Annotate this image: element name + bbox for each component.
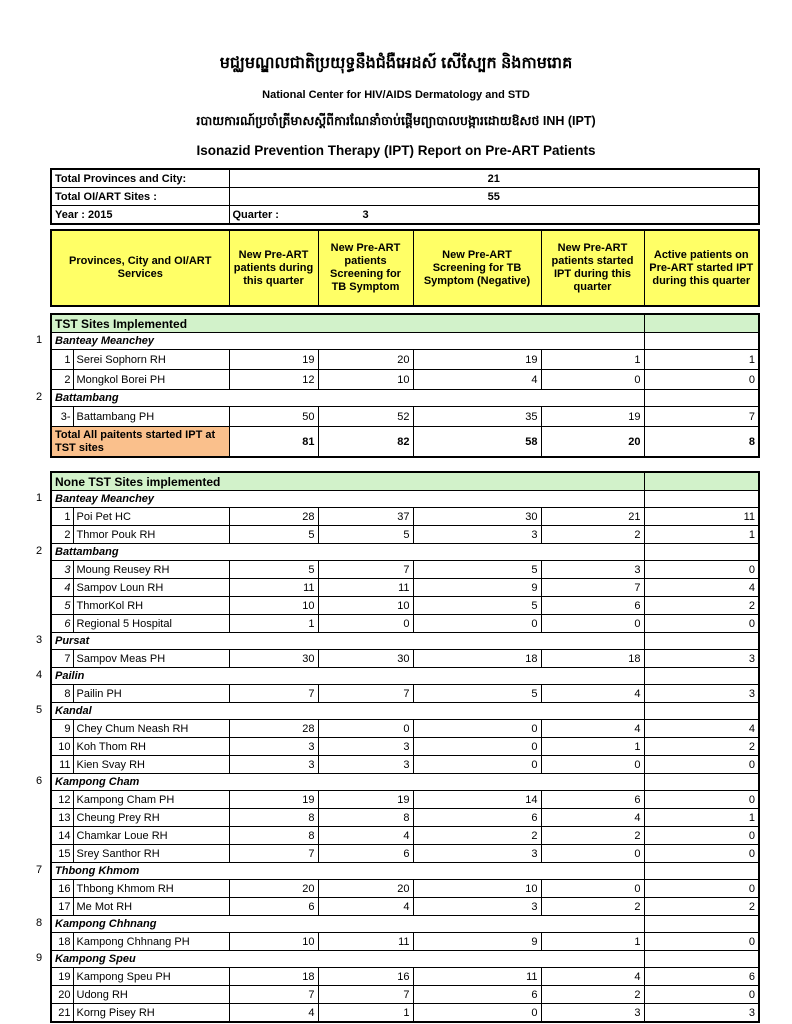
value-cell: 11 xyxy=(229,579,318,597)
site-row xyxy=(51,615,759,633)
total-value-cell: 58 xyxy=(413,427,541,458)
site-name: Udong RH xyxy=(73,986,229,1004)
value-cell: 3 xyxy=(413,898,541,916)
value-cell: 5 xyxy=(229,561,318,579)
value-cell: 4 xyxy=(229,1004,318,1023)
org-name-english: National Center for HIV/AIDS Dermatology and STD xyxy=(262,89,530,101)
province-margin-number: 7 xyxy=(35,863,43,876)
value-cell: 1 xyxy=(644,350,759,370)
province-row xyxy=(51,333,759,350)
quarter-value: 3 xyxy=(318,206,413,225)
section-table xyxy=(50,471,760,1023)
province-row-spacer xyxy=(644,633,759,650)
site-row xyxy=(51,986,759,1004)
value-cell: 11 xyxy=(413,968,541,986)
value-cell: 12 xyxy=(229,370,318,390)
site-number: 7 xyxy=(51,650,73,668)
value-cell: 11 xyxy=(318,579,413,597)
value-cell: 0 xyxy=(541,880,644,898)
value-cell: 0 xyxy=(644,561,759,579)
value-cell: 0 xyxy=(413,720,541,738)
value-cell: 2 xyxy=(541,898,644,916)
site-number: 21 xyxy=(51,1004,73,1023)
value-cell: 0 xyxy=(644,986,759,1004)
site-number: 1 xyxy=(51,508,73,526)
value-cell: 10 xyxy=(413,880,541,898)
value-cell: 6 xyxy=(541,791,644,809)
section-header-row xyxy=(51,472,759,491)
summary-info-table xyxy=(50,168,760,225)
site-name: Pailin PH xyxy=(73,685,229,703)
section-title-spacer xyxy=(644,472,759,491)
site-name: Serei Sophorn RH xyxy=(73,350,229,370)
site-name: Srey Santhor RH xyxy=(73,845,229,863)
total-sites-value: 55 xyxy=(229,188,759,206)
value-cell: 0 xyxy=(644,756,759,774)
site-number: 11 xyxy=(51,756,73,774)
section-table xyxy=(50,313,760,458)
value-cell: 4 xyxy=(318,827,413,845)
value-cell: 28 xyxy=(229,508,318,526)
report-body xyxy=(35,168,758,1023)
value-cell: 7 xyxy=(229,845,318,863)
site-name: Mongkol Borei PH xyxy=(73,370,229,390)
site-row xyxy=(51,756,759,774)
value-cell: 3 xyxy=(413,845,541,863)
total-provinces-label: Total Provinces and City: xyxy=(51,169,229,188)
value-cell: 7 xyxy=(229,986,318,1004)
value-cell: 1 xyxy=(644,526,759,544)
value-cell: 1 xyxy=(318,1004,413,1023)
col-header-screening: New Pre-ART patients Screening for TB Symptom xyxy=(318,230,413,306)
value-cell: 5 xyxy=(229,526,318,544)
province-name: Pursat xyxy=(51,633,644,650)
value-cell: 8 xyxy=(229,809,318,827)
province-name: Banteay Meanchey xyxy=(51,491,644,508)
province-margin-number: 4 xyxy=(35,668,43,681)
section-title: TST Sites Implemented xyxy=(51,314,644,333)
value-cell: 7 xyxy=(229,685,318,703)
value-cell: 0 xyxy=(541,615,644,633)
value-cell: 6 xyxy=(644,968,759,986)
value-cell: 19 xyxy=(229,350,318,370)
value-cell: 37 xyxy=(318,508,413,526)
value-cell: 50 xyxy=(229,407,318,427)
value-cell: 0 xyxy=(644,827,759,845)
province-row-spacer xyxy=(644,544,759,561)
value-cell: 0 xyxy=(644,880,759,898)
site-row xyxy=(51,933,759,951)
site-name: Koh Thom RH xyxy=(73,738,229,756)
site-number: 20 xyxy=(51,986,73,1004)
site-number: 12 xyxy=(51,791,73,809)
value-cell: 52 xyxy=(318,407,413,427)
value-cell: 10 xyxy=(318,370,413,390)
site-row xyxy=(51,685,759,703)
value-cell: 18 xyxy=(413,650,541,668)
province-row xyxy=(51,703,759,720)
value-cell: 7 xyxy=(644,407,759,427)
value-cell: 14 xyxy=(413,791,541,809)
value-cell: 0 xyxy=(413,756,541,774)
site-row xyxy=(51,526,759,544)
value-cell: 6 xyxy=(318,845,413,863)
site-number: 4 xyxy=(51,579,73,597)
province-row-spacer xyxy=(644,390,759,407)
value-cell: 0 xyxy=(413,615,541,633)
value-cell: 1 xyxy=(541,933,644,951)
column-header-row xyxy=(51,230,759,306)
report-header xyxy=(0,0,792,158)
value-cell: 9 xyxy=(413,933,541,951)
value-cell: 5 xyxy=(413,597,541,615)
site-number: 18 xyxy=(51,933,73,951)
site-name: Me Mot RH xyxy=(73,898,229,916)
value-cell: 1 xyxy=(541,738,644,756)
province-row xyxy=(51,668,759,685)
site-number: 13 xyxy=(51,809,73,827)
province-name: Kampong Speu xyxy=(51,951,644,968)
col-header-screen-negative: New Pre-ART Screening for TB Symptom (Negative) xyxy=(413,230,541,306)
province-row xyxy=(51,863,759,880)
province-name: Kandal xyxy=(51,703,644,720)
site-name: Kien Svay RH xyxy=(73,756,229,774)
site-row xyxy=(51,720,759,738)
site-number: 17 xyxy=(51,898,73,916)
value-cell: 8 xyxy=(229,827,318,845)
province-row-spacer xyxy=(644,491,759,508)
value-cell: 3 xyxy=(229,738,318,756)
site-number: 19 xyxy=(51,968,73,986)
value-cell: 4 xyxy=(644,579,759,597)
value-cell: 5 xyxy=(413,685,541,703)
value-cell: 8 xyxy=(318,809,413,827)
site-name: Chey Chum Neash RH xyxy=(73,720,229,738)
value-cell: 2 xyxy=(541,827,644,845)
year-quarter-row xyxy=(51,206,759,225)
province-row-spacer xyxy=(644,916,759,933)
report-title-khmer: របាយការណ៍ប្រចាំត្រីមាសស្តីពីការណែនាំចាប់ផ្តើមព្យាបាលបង្ការដោយឱសថ INH (IPT) xyxy=(196,114,596,128)
site-name: Sampov Loun RH xyxy=(73,579,229,597)
value-cell: 7 xyxy=(318,986,413,1004)
value-cell: 0 xyxy=(644,370,759,390)
site-name: Chamkar Loue RH xyxy=(73,827,229,845)
site-number: 15 xyxy=(51,845,73,863)
section-header-row xyxy=(51,314,759,333)
col-header-started-ipt: New Pre-ART patients started IPT during this quarter xyxy=(541,230,644,306)
value-cell: 10 xyxy=(229,933,318,951)
total-value-cell: 8 xyxy=(644,427,759,458)
value-cell: 0 xyxy=(413,1004,541,1023)
total-provinces-value: 21 xyxy=(229,169,759,188)
site-row xyxy=(51,350,759,370)
site-number: 2 xyxy=(51,370,73,390)
value-cell: 30 xyxy=(229,650,318,668)
value-cell: 2 xyxy=(413,827,541,845)
province-row-spacer xyxy=(644,951,759,968)
value-cell: 3 xyxy=(644,685,759,703)
province-row-spacer xyxy=(644,774,759,791)
province-row xyxy=(51,491,759,508)
province-row-spacer xyxy=(644,703,759,720)
value-cell: 21 xyxy=(541,508,644,526)
site-name: Thmor Pouk RH xyxy=(73,526,229,544)
site-number: 8 xyxy=(51,685,73,703)
site-row xyxy=(51,407,759,427)
value-cell: 0 xyxy=(644,615,759,633)
site-number: 14 xyxy=(51,827,73,845)
value-cell: 0 xyxy=(644,791,759,809)
province-name: Battambang xyxy=(51,544,644,561)
province-margin-number: 2 xyxy=(35,390,43,403)
site-row xyxy=(51,791,759,809)
value-cell: 3 xyxy=(318,756,413,774)
value-cell: 18 xyxy=(541,650,644,668)
province-margin-number: 1 xyxy=(35,491,43,504)
province-name: Banteay Meanchey xyxy=(51,333,644,350)
province-name: Battambang xyxy=(51,390,644,407)
province-margin-number: 5 xyxy=(35,703,43,716)
value-cell: 4 xyxy=(413,370,541,390)
section-title: None TST Sites implemented xyxy=(51,472,644,491)
year-label: Year : 2015 xyxy=(51,206,229,225)
value-cell: 6 xyxy=(413,986,541,1004)
site-row xyxy=(51,650,759,668)
site-name: Korng Pisey RH xyxy=(73,1004,229,1023)
site-name: Poi Pet HC xyxy=(73,508,229,526)
value-cell: 5 xyxy=(413,561,541,579)
site-number: 9 xyxy=(51,720,73,738)
site-row xyxy=(51,827,759,845)
empty-cell xyxy=(413,206,759,225)
site-name: Kampong Chhnang PH xyxy=(73,933,229,951)
value-cell: 3 xyxy=(541,1004,644,1023)
value-cell: 0 xyxy=(318,615,413,633)
value-cell: 9 xyxy=(413,579,541,597)
value-cell: 20 xyxy=(318,350,413,370)
value-cell: 19 xyxy=(541,407,644,427)
value-cell: 30 xyxy=(413,508,541,526)
province-margin-number: 6 xyxy=(35,774,43,787)
province-row-spacer xyxy=(644,333,759,350)
value-cell: 19 xyxy=(318,791,413,809)
value-cell: 0 xyxy=(541,845,644,863)
total-sites-label: Total OI/ART Sites : xyxy=(51,188,229,206)
value-cell: 6 xyxy=(229,898,318,916)
value-cell: 2 xyxy=(644,597,759,615)
site-row xyxy=(51,508,759,526)
total-sites-row xyxy=(51,188,759,206)
total-value-cell: 82 xyxy=(318,427,413,458)
site-row xyxy=(51,738,759,756)
province-row-spacer xyxy=(644,668,759,685)
site-name: Cheung Prey RH xyxy=(73,809,229,827)
province-margin-number: 3 xyxy=(35,633,43,646)
total-value-cell: 81 xyxy=(229,427,318,458)
value-cell: 0 xyxy=(644,845,759,863)
value-cell: 10 xyxy=(318,597,413,615)
value-cell: 0 xyxy=(541,370,644,390)
site-number: 2 xyxy=(51,526,73,544)
site-row xyxy=(51,880,759,898)
value-cell: 2 xyxy=(541,986,644,1004)
value-cell: 3 xyxy=(413,526,541,544)
site-row xyxy=(51,1004,759,1023)
value-cell: 0 xyxy=(413,738,541,756)
org-name-khmer: មជ្ឈមណ្ឌលជាតិប្រយុទ្ធនឹងជំងឺអេដស៍ សើស្បែក និងកាមរោគ xyxy=(219,55,573,72)
province-margin-number: 9 xyxy=(35,951,43,964)
province-row xyxy=(51,633,759,650)
site-name: Kampong Cham PH xyxy=(73,791,229,809)
value-cell: 7 xyxy=(318,685,413,703)
province-name: Thbong Khmom xyxy=(51,863,644,880)
value-cell: 3 xyxy=(644,650,759,668)
value-cell: 3 xyxy=(644,1004,759,1023)
site-name: Thbong Khmom RH xyxy=(73,880,229,898)
value-cell: 19 xyxy=(229,791,318,809)
province-margin-number: 2 xyxy=(35,544,43,557)
report-title-english: Isonazid Prevention Therapy (IPT) Report on Pre-ART Patients xyxy=(196,143,596,158)
value-cell: 10 xyxy=(229,597,318,615)
value-cell: 7 xyxy=(541,579,644,597)
value-cell: 20 xyxy=(318,880,413,898)
column-header-table xyxy=(50,229,760,307)
site-number: 3- xyxy=(51,407,73,427)
site-row xyxy=(51,968,759,986)
site-row xyxy=(51,809,759,827)
total-provinces-row xyxy=(51,169,759,188)
value-cell: 0 xyxy=(644,933,759,951)
value-cell: 0 xyxy=(318,720,413,738)
value-cell: 1 xyxy=(541,350,644,370)
site-name: Battambang PH xyxy=(73,407,229,427)
quarter-label: Quarter : xyxy=(229,206,318,225)
value-cell: 6 xyxy=(541,597,644,615)
value-cell: 4 xyxy=(541,720,644,738)
province-margin-number: 1 xyxy=(35,333,43,346)
province-row-spacer xyxy=(644,863,759,880)
value-cell: 2 xyxy=(644,738,759,756)
province-row xyxy=(51,390,759,407)
site-number: 16 xyxy=(51,880,73,898)
value-cell: 2 xyxy=(541,526,644,544)
value-cell: 4 xyxy=(541,685,644,703)
value-cell: 28 xyxy=(229,720,318,738)
site-name: Regional 5 Hospital xyxy=(73,615,229,633)
value-cell: 7 xyxy=(318,561,413,579)
province-row xyxy=(51,774,759,791)
section-tables xyxy=(50,313,758,1023)
value-cell: 4 xyxy=(318,898,413,916)
province-row xyxy=(51,951,759,968)
site-row xyxy=(51,370,759,390)
value-cell: 30 xyxy=(318,650,413,668)
col-header-new-preart: New Pre-ART patients during this quarter xyxy=(229,230,318,306)
site-name: Kampong Speu PH xyxy=(73,968,229,986)
value-cell: 16 xyxy=(318,968,413,986)
value-cell: 5 xyxy=(318,526,413,544)
value-cell: 0 xyxy=(541,756,644,774)
section-title-spacer xyxy=(644,314,759,333)
site-number: 5 xyxy=(51,597,73,615)
site-name: Sampov Meas PH xyxy=(73,650,229,668)
col-header-active-ipt: Active patients on Pre-ART started IPT during this quarter xyxy=(644,230,759,306)
province-name: Kampong Cham xyxy=(51,774,644,791)
site-row xyxy=(51,898,759,916)
province-margin-number: 8 xyxy=(35,916,43,929)
total-label: Total All paitents started IPT at TST sites xyxy=(51,427,229,458)
value-cell: 11 xyxy=(318,933,413,951)
value-cell: 1 xyxy=(644,809,759,827)
site-number: 6 xyxy=(51,615,73,633)
value-cell: 19 xyxy=(413,350,541,370)
value-cell: 4 xyxy=(644,720,759,738)
site-number: 10 xyxy=(51,738,73,756)
site-name: Moung Reusey RH xyxy=(73,561,229,579)
site-number: 1 xyxy=(51,350,73,370)
site-row xyxy=(51,845,759,863)
site-name: ThmorKol RH xyxy=(73,597,229,615)
province-name: Pailin xyxy=(51,668,644,685)
province-row xyxy=(51,544,759,561)
value-cell: 2 xyxy=(644,898,759,916)
site-row xyxy=(51,561,759,579)
value-cell: 20 xyxy=(229,880,318,898)
site-row xyxy=(51,579,759,597)
value-cell: 3 xyxy=(541,561,644,579)
value-cell: 1 xyxy=(229,615,318,633)
total-value-cell: 20 xyxy=(541,427,644,458)
value-cell: 6 xyxy=(413,809,541,827)
province-row xyxy=(51,916,759,933)
site-number: 3 xyxy=(51,561,73,579)
value-cell: 3 xyxy=(229,756,318,774)
value-cell: 11 xyxy=(644,508,759,526)
value-cell: 4 xyxy=(541,809,644,827)
site-row xyxy=(51,597,759,615)
total-row xyxy=(51,427,759,458)
col-header-services: Provinces, City and OI/ART Services xyxy=(51,230,229,306)
value-cell: 4 xyxy=(541,968,644,986)
province-name: Kampong Chhnang xyxy=(51,916,644,933)
value-cell: 35 xyxy=(413,407,541,427)
value-cell: 3 xyxy=(318,738,413,756)
value-cell: 18 xyxy=(229,968,318,986)
